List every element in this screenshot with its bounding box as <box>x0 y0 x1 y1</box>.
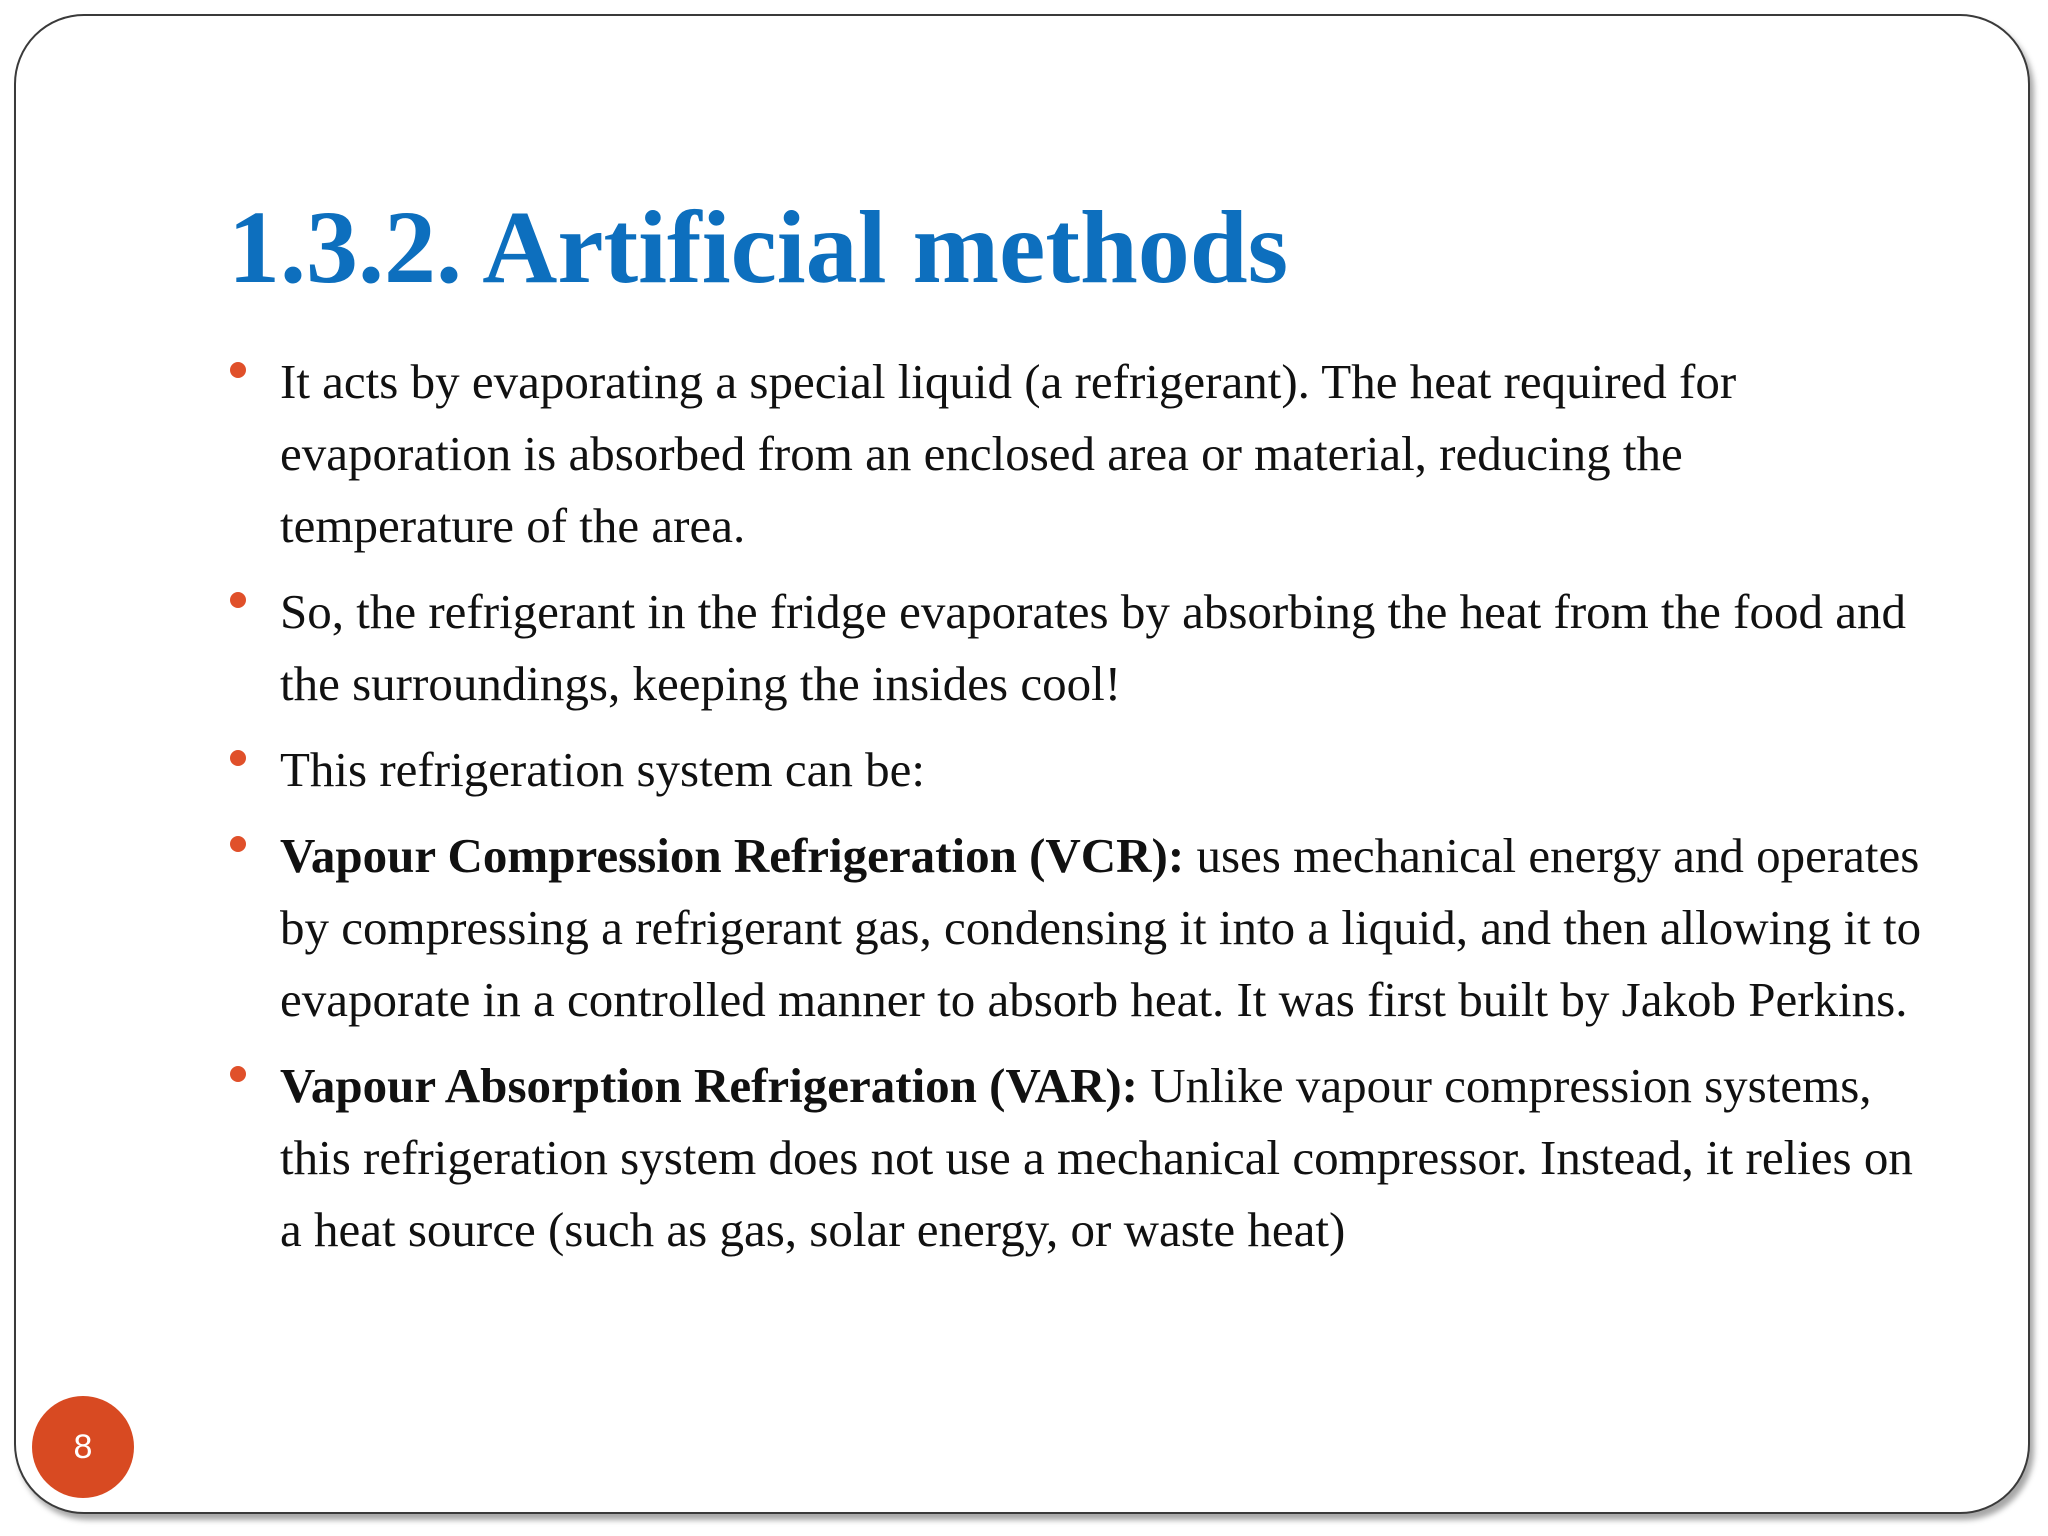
bullet-text: This refrigeration system can be: <box>280 742 925 797</box>
bullet-dot-icon <box>230 592 246 608</box>
bullet-dot-icon <box>230 750 246 766</box>
bullet-text: It acts by evaporating a special liquid (a refrigerant). The heat required for evaporation is absorbed from an enclosed area or material, reducing the temperature of the area. <box>280 354 1737 553</box>
bullet-text: Unlike vapour compression systems, this refrigeration system does not use a mechanical compressor. Instead, it relies on a heat source (such as gas, solar energy, or waste heat) <box>280 1058 1913 1257</box>
bullet-dot-icon <box>230 1066 246 1082</box>
bullet-item <box>228 734 1928 806</box>
bullet-dot-icon <box>230 362 246 378</box>
bullet-list <box>228 346 1928 1280</box>
bullet-term: Vapour Absorption Refrigeration (VAR): <box>280 1058 1138 1113</box>
slide-title: 1.3.2. Artificial methods <box>228 190 1289 305</box>
bullet-term: Vapour Compression Refrigeration (VCR): <box>280 828 1185 883</box>
bullet-item <box>228 576 1928 720</box>
bullet-item <box>228 346 1928 562</box>
bullet-text: So, the refrigerant in the fridge evaporates by absorbing the heat from the food and the surroundings, keeping the insides cool! <box>280 584 1906 711</box>
bullet-item-vcr <box>228 820 1928 1036</box>
bullet-text: uses mechanical energy and operates by compressing a refrigerant gas, condensing it into a liquid, and then allowing it to evaporate in a controlled manner to absorb heat. It was first built by Jakob Perkins. <box>280 828 1922 1027</box>
page-number-badge: 8 <box>32 1396 134 1498</box>
bullet-dot-icon <box>230 836 246 852</box>
bullet-item-var <box>228 1050 1928 1266</box>
